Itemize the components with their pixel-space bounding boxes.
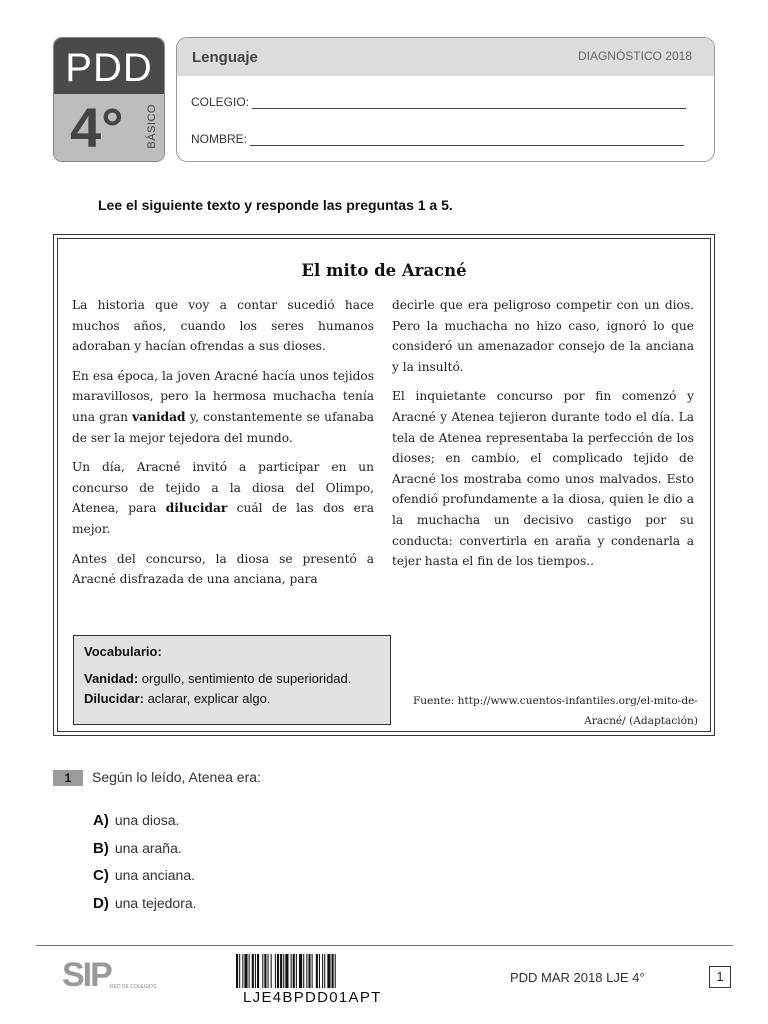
- header-form: [176, 37, 715, 162]
- school-line[interactable]: [252, 97, 686, 109]
- barcode-icon: [236, 954, 416, 988]
- story-text: En esa época, la joven Aracné hacía unos tejidos maravillosos, pero la hermosa muchacha tenía una gran: [72, 368, 374, 424]
- story-column-right: [392, 295, 694, 581]
- story-text: y, constantemente se ufanaba de ser la mejor tejedora del mundo.: [72, 409, 374, 445]
- answer-option-d[interactable]: [93, 895, 197, 912]
- option-text: una araña.: [114, 840, 182, 856]
- name-label: NOMBRE:: [191, 132, 248, 146]
- option-text: una diosa.: [114, 812, 180, 828]
- question-number: 1: [53, 770, 83, 786]
- reading-box-inner: [57, 238, 711, 732]
- story-paragraph: decirle que era peligroso competir con un dios. Pero la muchacha no hizo caso, ignoró lo que consideró un amenazador consejo de la anciana y la insultó.: [392, 298, 694, 374]
- source-citation: Fuente: http://www.cuentos-infantiles.org/el-mito-de-Aracné/ (Adaptación): [412, 695, 698, 727]
- school-field[interactable]: [191, 95, 686, 109]
- vocab-term-dilucidar: dilucidar: [165, 501, 228, 516]
- vocabulary-title: Vocabulario:: [84, 644, 162, 659]
- option-letter: A): [93, 812, 109, 829]
- barcode-text: LJE4BPDD01APT: [243, 989, 382, 1006]
- story-column-left: [72, 295, 374, 599]
- story-paragraph: La historia que voy a contar sucedió hace muchos años, cuando los seres humanos adoraban y hacían ofrendas a sus dioses.: [72, 298, 374, 354]
- sip-logo: SIP: [62, 956, 111, 994]
- document-code: PDD MAR 2018 LJE 4°: [510, 970, 645, 985]
- story-paragraph: [72, 457, 374, 539]
- footer-divider: [36, 945, 733, 946]
- story-paragraph: Antes del concurso, la diosa se presentó a Aracné disfrazada de una anciana, para: [72, 551, 374, 587]
- story-title: El mito de Aracné: [301, 261, 467, 280]
- name-line[interactable]: [250, 134, 684, 146]
- grade-label: 4°: [70, 96, 124, 159]
- option-letter: C): [93, 867, 109, 884]
- story-paragraph: El inquietante concurso por fin comenzó y Aracné y Atenea tejieron durante todo el día. La tela de Atenea representaba la perfección de los dioses; en cambio, el complicado tejido de Aracné los mostraba como unos malvados. Esto ofendió profundamente a la diosa, quien le dio a la muchacha un decisivo castigo por su conducta: convertirla en araña y condenarla a tejer hasta el fin de los tiempos..: [392, 389, 694, 569]
- diagnostic-label: DIAGNÓSTICO 2018: [577, 49, 692, 63]
- school-label: COLEGIO:: [191, 95, 250, 109]
- name-field[interactable]: [191, 132, 684, 146]
- option-text: una anciana.: [114, 867, 196, 883]
- vocabulary-term: Vanidad:: [84, 671, 139, 686]
- question-text: Según lo leído, Atenea era:: [92, 769, 261, 785]
- vocabulary-definition: orgullo, sentimiento de superioridad.: [138, 671, 352, 686]
- level-label: BÁSICO: [146, 104, 158, 149]
- story-text: Un día, Aracné invitó a participar en un concurso de tejido a la diosa del Olimpo, Atenea, para: [72, 460, 374, 516]
- option-text: una tejedora.: [114, 895, 197, 911]
- sip-logo-subtitle: RED DE COLEGIOS: [110, 984, 157, 990]
- vocabulary-entry: [84, 689, 380, 709]
- vocabulary-entry: [84, 669, 380, 689]
- answer-option-c[interactable]: [93, 867, 195, 884]
- vocabulary-definition: aclarar, explicar algo.: [143, 691, 271, 706]
- header-bar: [177, 38, 714, 76]
- vocab-term-vanidad: vanidad: [132, 409, 186, 424]
- story-paragraph: [72, 366, 374, 448]
- vocabulary-box: [73, 635, 391, 725]
- option-letter: B): [93, 840, 109, 857]
- vocabulary-term: Dilucidar:: [84, 691, 144, 706]
- page-number: 1: [709, 966, 731, 988]
- grade-badge: [53, 37, 165, 162]
- answer-option-b[interactable]: [93, 840, 182, 857]
- option-letter: D): [93, 895, 109, 912]
- subject-title: Lenguaje: [192, 49, 258, 66]
- story-text: cuál de las dos era mejor.: [72, 501, 374, 536]
- reading-box: [53, 234, 715, 736]
- answer-option-a[interactable]: [93, 812, 179, 829]
- program-label: PDD: [54, 38, 164, 94]
- grade-panel: [54, 94, 164, 162]
- instruction: Lee el siguiente texto y responde las preguntas 1 a 5.: [98, 197, 453, 213]
